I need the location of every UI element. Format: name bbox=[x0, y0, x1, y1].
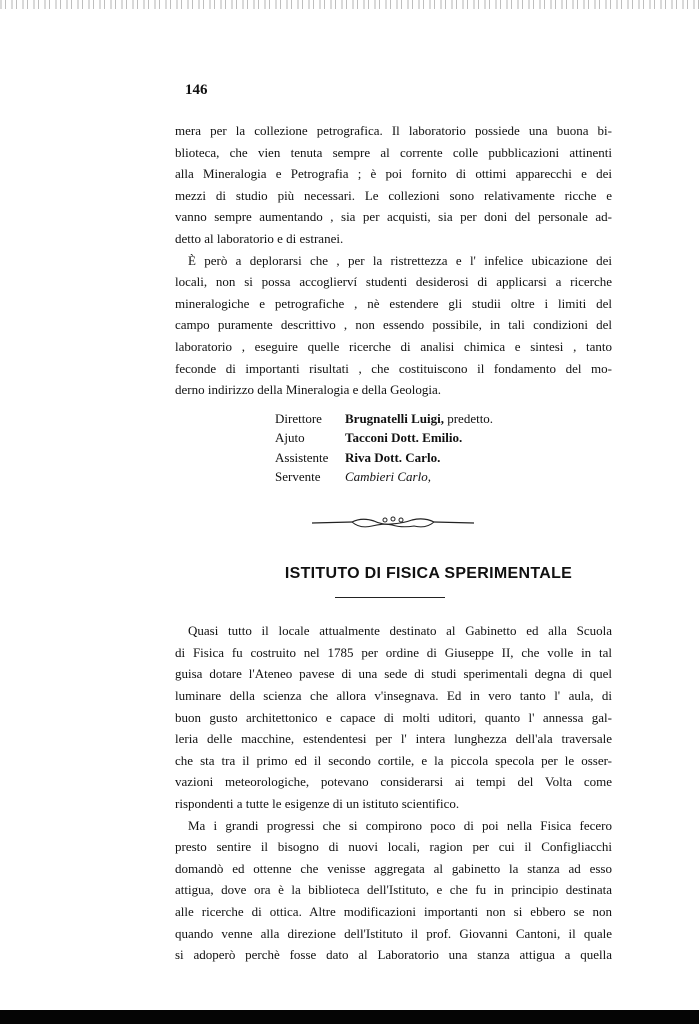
paragraph-continued bbox=[175, 120, 612, 250]
staff-row bbox=[275, 467, 612, 487]
text-line: alla Mineralogia e Petrografia ; è poi fornito di ottimi apparecchi e dei bbox=[175, 166, 612, 182]
text-line: vanno sempre aumentando , sia per acquisti, sia per doni del personale ad- bbox=[175, 209, 612, 225]
text-line: quando venne alla direzione dell'Istituto il prof. Giovanni Cantoni, il quale bbox=[175, 925, 612, 941]
text-line: È però a deplorarsi che , per la ristrettezza e l' infelice ubicazione dei bbox=[188, 252, 612, 268]
text-line: guisa dotare l'Ateneo pavese di una sede di studi sperimentali degna di quel bbox=[175, 666, 612, 682]
section-heading: ISTITUTO DI FISICA SPERIMENTALE bbox=[284, 564, 573, 582]
text-line: mera per la collezione petrografica. Il laboratorio possiede una buona bi- bbox=[175, 123, 612, 138]
staff-row bbox=[275, 448, 612, 468]
staff-name: Cambieri Carlo, bbox=[345, 469, 431, 485]
text-line: blioteca, che vien tenuta sempre al corrente colle pubblicazioni attinenti bbox=[175, 144, 612, 160]
text-column bbox=[175, 0, 612, 1006]
text-line: mineralogiche e petrografiche , nè estendere gli studii oltre i limiti del bbox=[175, 295, 612, 311]
text-line: locali, non si possa accoglierví studenti desiderosi di applicarsi a ricerche bbox=[175, 274, 612, 290]
staff-name: Riva Dott. Carlo. bbox=[345, 449, 441, 465]
staff-row bbox=[275, 428, 612, 448]
scan-bottom-edge bbox=[0, 1010, 699, 1024]
text-line: feconde di importanti risultati , che costituiscono il fondamento del mo- bbox=[175, 360, 612, 376]
paragraph-deplorarsi bbox=[175, 250, 612, 401]
staff-role: Ajuto bbox=[275, 430, 305, 446]
text-line: leria delle macchine, estendentesi per l' intera lunghezza dell'ala traversale bbox=[175, 731, 612, 747]
paragraph-quasi-tutto bbox=[175, 620, 612, 814]
text-line: Quasi tutto il locale attualmente destinato al Gabinetto ed alla Scuola bbox=[188, 623, 612, 639]
page-number: 146 bbox=[185, 82, 208, 98]
text-line: alle ricerche di ottica. Altre modificazioni importanti non si ebbero se non bbox=[175, 903, 612, 919]
paragraph-grandi-progressi bbox=[175, 815, 612, 966]
text-line: attigua, dove ora è la biblioteca dell'Istituto, e che fu in principio destinata bbox=[175, 882, 612, 898]
text-line: rispondenti a tutte le esigenze di un istituto scientifico. bbox=[175, 795, 460, 811]
text-line: laboratorio , eseguire quelle ricerche di analisi chimica e sintesi , tanto bbox=[175, 338, 612, 354]
text-line: vazioni meteorologiche, potevano considerarsi ai tempi del Volta come bbox=[175, 774, 612, 790]
text-line: presto sentire il bisogno di nuovi locali, ragion per cui il Configliacchi bbox=[175, 839, 612, 855]
text-line: campo puramente descrittivo , non essendo possibile, in tali condizioni del bbox=[175, 317, 612, 333]
staff-note: predetto. bbox=[443, 410, 494, 426]
heading-rule bbox=[335, 597, 445, 599]
text-line: derno indirizzo della Mineralogia e della Geologia. bbox=[175, 382, 442, 398]
text-line: si adoperò perchè fosse dato al Laboratorio una stanza attigua a quella bbox=[175, 947, 612, 963]
staff-role: Servente bbox=[275, 469, 321, 485]
staff-name: Tacconi Dott. Emilio. bbox=[345, 430, 463, 446]
staff-row bbox=[275, 409, 612, 429]
text-line: Ma i grandi progressi che si compirono poco di poi nella Fisica fecero bbox=[188, 817, 612, 833]
text-line: detto al laboratorio e di estranei. bbox=[175, 230, 344, 246]
staff-name: Brugnatelli Luigi, bbox=[345, 410, 444, 426]
text-line: che sta tra il primo ed il secondo cortile, e la piccola specola per le osser- bbox=[175, 752, 612, 768]
text-line: domandò ed ottenne che venisse aggregata al gabinetto la stanza ad esso bbox=[175, 860, 612, 876]
staff-role: Assistente bbox=[275, 449, 329, 465]
ornament-divider-icon bbox=[312, 513, 474, 533]
staff-role: Direttore bbox=[275, 410, 322, 426]
text-line: mezzi di studio più necessari. Le collezioni sono relativamente ricche e bbox=[175, 187, 612, 203]
text-line: buon gusto architettonico e capace di molti uditori, quanto l' annessa gal- bbox=[175, 709, 612, 725]
text-line: di Fisica fu costruito nel 1785 per ordine di Giuseppe II, che volle in tal bbox=[175, 644, 612, 660]
staff-list bbox=[275, 409, 612, 487]
text-line: luminare della scienza che allora v'insegnava. Ed in vero tanto l' aula, di bbox=[175, 688, 612, 703]
